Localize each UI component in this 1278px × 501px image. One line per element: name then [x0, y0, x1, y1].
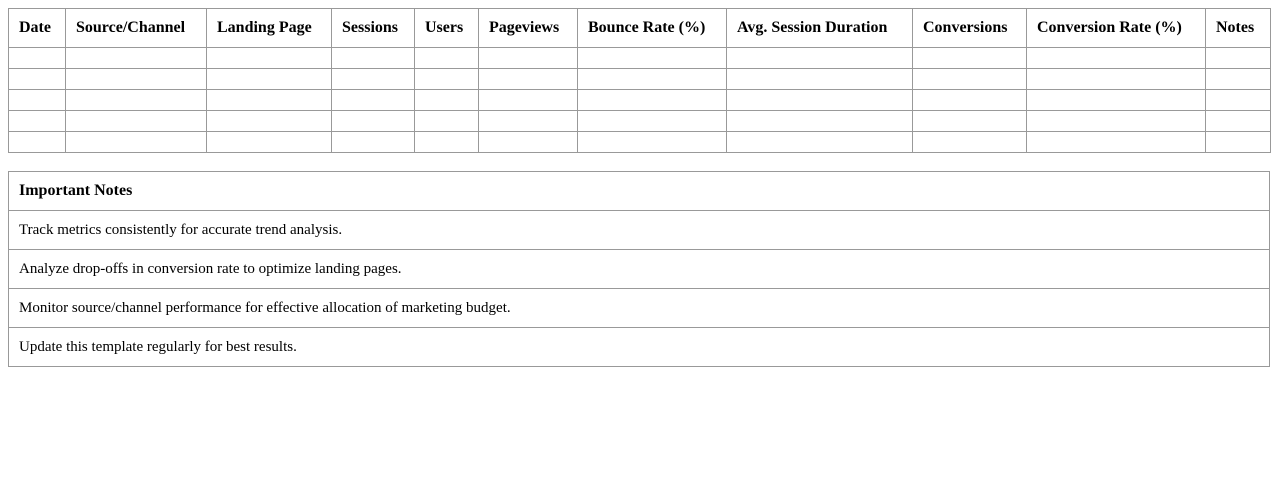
cell-conversions: [913, 111, 1027, 132]
cell-date: [9, 48, 66, 69]
cell-sessions: [332, 111, 415, 132]
column-header-notes: Notes: [1206, 9, 1271, 48]
table-row: [9, 132, 1271, 153]
cell-source-channel: [66, 48, 207, 69]
notes-header-row: [9, 172, 1270, 211]
cell-conversions: [913, 69, 1027, 90]
cell-users: [415, 69, 479, 90]
metrics-table: [8, 8, 1271, 153]
cell-source-channel: [66, 90, 207, 111]
cell-sessions: [332, 132, 415, 153]
table-row: [9, 111, 1271, 132]
cell-notes: [1206, 69, 1271, 90]
note-text: Track metrics consistently for accurate trend analysis.: [9, 211, 1270, 250]
cell-sessions: [332, 48, 415, 69]
important-notes-table: [8, 171, 1270, 367]
table-row: [9, 69, 1271, 90]
column-header-conversion-rate: Conversion Rate (%): [1027, 9, 1206, 48]
cell-landing-page: [207, 111, 332, 132]
cell-pageviews: [479, 90, 578, 111]
cell-conversions: [913, 90, 1027, 111]
cell-notes: [1206, 132, 1271, 153]
cell-conversions: [913, 48, 1027, 69]
cell-landing-page: [207, 69, 332, 90]
cell-conversion-rate: [1027, 48, 1206, 69]
cell-conversion-rate: [1027, 111, 1206, 132]
cell-users: [415, 48, 479, 69]
cell-pageviews: [479, 69, 578, 90]
column-header-landing-page: Landing Page: [207, 9, 332, 48]
note-text: Analyze drop-offs in conversion rate to optimize landing pages.: [9, 250, 1270, 289]
cell-conversion-rate: [1027, 90, 1206, 111]
cell-bounce-rate: [578, 90, 727, 111]
cell-pageviews: [479, 48, 578, 69]
cell-conversions: [913, 132, 1027, 153]
cell-bounce-rate: [578, 111, 727, 132]
cell-conversion-rate: [1027, 132, 1206, 153]
column-header-sessions: Sessions: [332, 9, 415, 48]
cell-avg-session-duration: [727, 111, 913, 132]
cell-source-channel: [66, 69, 207, 90]
column-header-date: Date: [9, 9, 66, 48]
cell-landing-page: [207, 48, 332, 69]
note-text: Monitor source/channel performance for effective allocation of marketing budget.: [9, 289, 1270, 328]
cell-bounce-rate: [578, 48, 727, 69]
column-header-pageviews: Pageviews: [479, 9, 578, 48]
cell-bounce-rate: [578, 132, 727, 153]
cell-conversion-rate: [1027, 69, 1206, 90]
cell-date: [9, 111, 66, 132]
cell-sessions: [332, 69, 415, 90]
cell-users: [415, 111, 479, 132]
note-text: Update this template regularly for best results.: [9, 328, 1270, 367]
cell-pageviews: [479, 132, 578, 153]
cell-notes: [1206, 111, 1271, 132]
table-row: [9, 90, 1271, 111]
column-header-source-channel: Source/Channel: [66, 9, 207, 48]
notes-title: Important Notes: [9, 172, 1270, 211]
cell-users: [415, 132, 479, 153]
cell-landing-page: [207, 132, 332, 153]
cell-avg-session-duration: [727, 48, 913, 69]
cell-source-channel: [66, 132, 207, 153]
cell-date: [9, 132, 66, 153]
cell-notes: [1206, 90, 1271, 111]
column-header-conversions: Conversions: [913, 9, 1027, 48]
column-header-bounce-rate: Bounce Rate (%): [578, 9, 727, 48]
cell-avg-session-duration: [727, 90, 913, 111]
cell-avg-session-duration: [727, 132, 913, 153]
cell-date: [9, 90, 66, 111]
cell-landing-page: [207, 90, 332, 111]
table-row: [9, 48, 1271, 69]
cell-bounce-rate: [578, 69, 727, 90]
note-row: [9, 250, 1270, 289]
cell-avg-session-duration: [727, 69, 913, 90]
column-header-avg-session-duration: Avg. Session Duration: [727, 9, 913, 48]
metrics-table-body: [9, 48, 1271, 153]
column-header-users: Users: [415, 9, 479, 48]
cell-users: [415, 90, 479, 111]
cell-source-channel: [66, 111, 207, 132]
cell-pageviews: [479, 111, 578, 132]
note-row: [9, 328, 1270, 367]
note-row: [9, 211, 1270, 250]
cell-sessions: [332, 90, 415, 111]
cell-notes: [1206, 48, 1271, 69]
note-row: [9, 289, 1270, 328]
page-content: [8, 8, 1270, 367]
cell-date: [9, 69, 66, 90]
metrics-header-row: [9, 9, 1271, 48]
